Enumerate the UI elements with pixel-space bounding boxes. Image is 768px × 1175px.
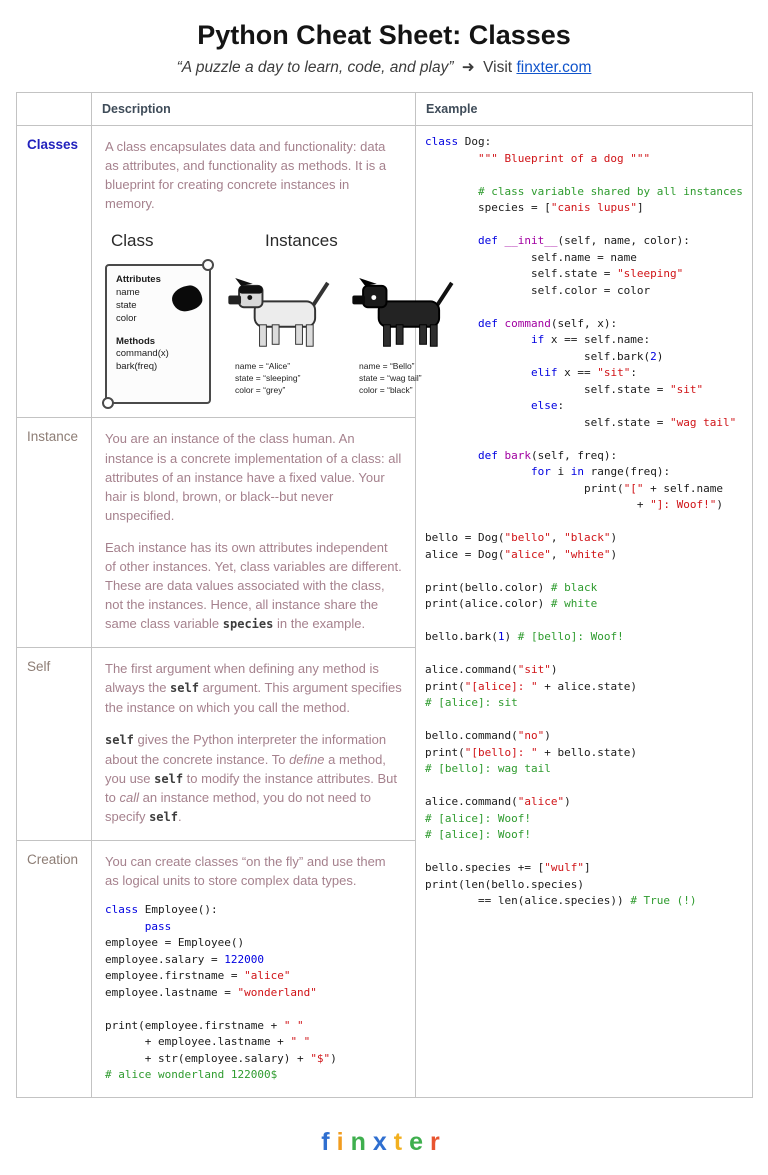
row-label-classes: Classes [17,126,92,418]
code-line: elif x == "sit": [530,366,637,379]
finxter-logo [16,1128,752,1157]
code-line [425,299,746,316]
table-header-row [17,93,753,126]
code-line: # [bello]: wag tail [425,762,551,775]
text-segment: . [177,809,182,825]
attribute-color: color [116,312,137,324]
code-line: self.name = name [425,250,637,264]
code-line: bello = Dog("bello", "black") [425,531,618,544]
bello-color: color = “black” [359,385,413,396]
code-line: """ Blueprint of a dog """ [425,151,651,165]
alice-state: state = “sleeping” [235,373,301,384]
attribute-name: name [116,287,140,299]
code-line: # [alice]: Woof! [425,811,531,825]
class-instance-diagram [105,229,422,404]
attribute-state: state [116,300,137,312]
code-line: + "]: Woof!") [425,498,724,511]
alice-color: color = “grey” [235,385,286,396]
code-line [425,563,746,580]
code-line: employee = Employee() [105,936,245,950]
attributes-heading: Attributes [116,274,161,286]
code-line [425,844,746,861]
header-empty-cell [17,93,92,126]
code-line: bello.command("no") [425,729,551,742]
code-line: alice = Dog("alice", "white") [425,547,618,561]
code-line: print(employee.firstname + " " [105,1018,304,1032]
code-line: if x == self.name: [530,333,651,346]
self-paragraph-1 [105,659,402,717]
code-line: bello.species += ["wulf"] [425,861,591,874]
header-example: Example [416,93,753,126]
code-line: self.color = color [425,283,651,297]
inline-code: self [154,771,184,786]
code-line: def command(self, x): [477,316,618,330]
page-subtitle [16,58,752,77]
method-bark: bark(freq) [116,361,158,373]
code-line [105,1001,402,1018]
code-line: self.bark(2) [425,349,664,363]
inline-code: species [222,617,274,632]
alice-label [235,361,339,397]
scroll-curl-icon [202,259,214,271]
row-label-instance: Instance [17,418,92,648]
logo-letter: e [409,1127,430,1156]
self-paragraph-2 [105,730,402,827]
classes-description: A class encapsulates data and functionality: data as attributes, and functionality as methods. It is a blueprint for creating concrete instances in memory. [105,139,387,212]
code-line: # [alice]: sit [425,696,518,709]
page-title: Python Cheat Sheet: Classes [197,20,571,50]
code-line [425,431,746,448]
inline-code: self [149,810,178,825]
code-line: pass [144,919,172,933]
code-line: bello.bark(1) # [bello]: Woof! [425,630,624,643]
classes-description-cell [92,126,422,418]
diagram-instances-heading: Instances [265,231,338,251]
code-line: + str(employee.salary) + "$") [105,1051,337,1065]
logo-letter: x [372,1127,394,1156]
cheatsheet-table [16,92,753,1098]
subtitle-visit-text: Visit [483,59,513,76]
inline-code: self [170,681,199,696]
row-label-creation: Creation [17,840,92,1097]
code-line: alice.command("alice") [425,795,571,808]
self-description-cell [92,648,416,841]
bello-state: state = “wag tail” [359,373,422,384]
code-line: self.state = "sit" [425,382,704,396]
inline-code: self [105,732,134,747]
code-line [425,712,746,729]
code-line: class Dog: [425,135,492,148]
text-segment: call [119,790,139,806]
code-line: # [alice]: Woof! [425,828,531,841]
code-line: print("[" + self.name [425,481,724,495]
text-segment: define [289,751,325,767]
code-line: + employee.lastname + " " [105,1035,311,1049]
code-line: print(bello.color) # black [425,580,598,594]
text-segment: Each instance has its own attributes independent of other instances. Yet, class variables are different. These are data values associated with the class, not the instances. Hence, all instance share the same class variable [105,539,402,632]
text-segment: gives the Python interpreter the information about the concrete instance. To [105,731,387,767]
code-line: # alice wonderland 122000$ [105,1068,278,1082]
code-line: species = ["canis lupus"] [425,201,644,214]
methods-heading: Methods [116,335,156,347]
code-line: self.state = "sleeping" [425,267,684,280]
code-line: else: [530,399,565,412]
method-command: command(x) [116,348,169,360]
example-code-cell [416,126,753,1098]
instance-paragraph-2 [105,538,402,634]
subtitle-quote: “A puzzle a day to learn, code, and play” [176,59,454,76]
dog-alice-illustration [227,278,335,356]
row-label-self: Self [17,648,92,841]
instance-alice [227,278,339,404]
code-line: print(len(bello.species) [425,877,584,891]
code-line: # class variable shared by all instances [425,184,743,198]
text-segment: The first argument when defining any method is always the [105,661,379,696]
code-line: class Employee(): [105,903,218,917]
text-segment: to modify the instance attributes. But to [105,770,397,806]
logo-letter: t [393,1127,410,1156]
code-line: def __init__(self, name, color): [477,234,690,247]
class-blueprint-scroll [105,264,211,404]
code-line: employee.firstname = "alice" [105,969,291,983]
logo-letter: i [336,1127,351,1156]
code-line: == len(alice.species)) # True (!) [425,894,697,907]
arrow-icon: ➜ [461,59,475,76]
example-code-block [425,134,746,910]
diagram-body [105,264,422,404]
header-description: Description [92,93,416,126]
text-segment: a method, you use [105,751,386,786]
diagram-class-heading: Class [111,231,154,251]
text-segment: an instance method, you do not need to specify [105,790,371,825]
code-line [425,514,746,531]
finxter-link[interactable]: finxter.com [516,59,592,76]
code-line: print("[bello]: " + bello.state) [425,745,637,759]
code-line [425,217,746,234]
code-line [425,646,746,663]
code-line [425,778,746,795]
code-line [425,613,746,630]
code-line: self.state = "wag tail" [425,415,737,429]
code-line [425,167,746,184]
code-line: employee.lastname = "wonderland" [105,985,317,999]
logo-letter: n [350,1127,373,1156]
code-line: alice.command("sit") [425,663,558,676]
scroll-methods-section [116,336,200,374]
instance-description-cell [92,418,416,648]
text-segment: argument. This argument specifies the instance on which you call the method. [105,680,402,715]
logo-letter: f [321,1127,337,1156]
instance-paragraph-1: You are an instance of the class human. An instance is a concrete implementation of a class: all attributes of an instance have a fixed value. Your hair is blond, brown, or black--but never unspecified. [105,431,402,523]
code-line: employee.salary = 122000 [105,952,264,966]
text-segment: in the example. [273,616,366,632]
table-row-classes [17,126,753,418]
code-line: print(alice.color) # white [425,597,598,610]
code-line: for i in range(freq): [530,465,671,478]
diagram-headings [105,229,402,254]
scroll-attributes-section [116,274,200,325]
alice-name: name = “Alice” [235,361,291,372]
creation-code-block [105,902,402,1084]
code-line: print("[alice]: " + alice.state) [425,679,637,693]
bello-name: name = “Bello” [359,361,415,372]
scroll-curl-icon [102,397,114,409]
logo-letter: r [429,1127,447,1156]
creation-paragraph-1: You can create classes “on the fly” and use them as logical units to store complex data types. [105,853,386,889]
creation-description-cell [92,840,416,1097]
code-line: def bark(self, freq): [477,448,618,462]
